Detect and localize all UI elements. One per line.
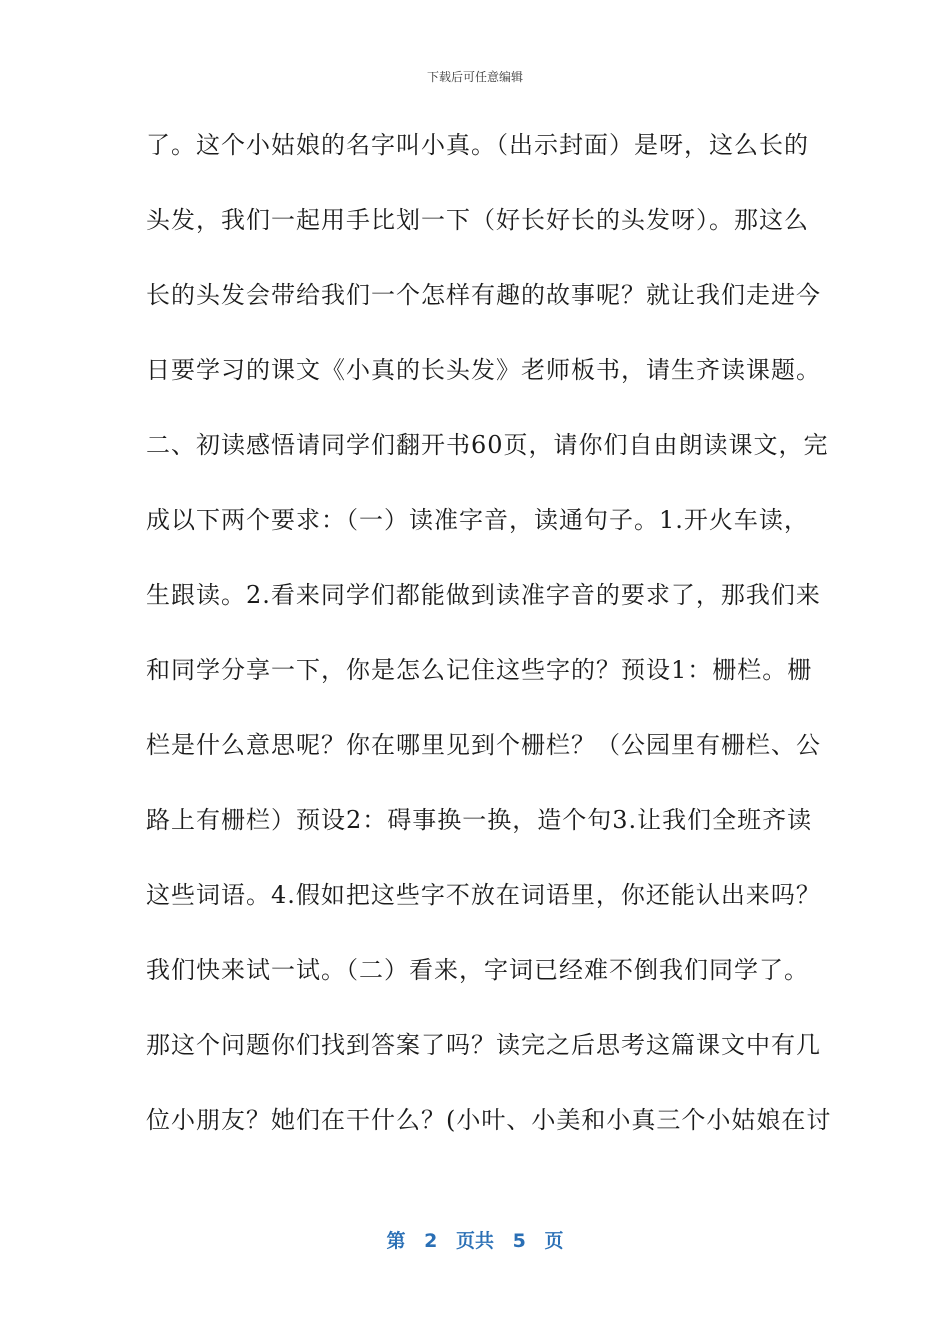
total-page-count: 5 [512, 1230, 526, 1252]
current-page-number: 2 [424, 1230, 438, 1252]
text-line: 成以下两个要求：（一）读准字音，读通句子。1.开火车读， [146, 506, 809, 534]
text-line: 栏是什么意思呢？你在哪里见到个栅栏？（公园里有栅栏、公 [146, 731, 821, 759]
text-line: 生跟读。2.看来同学们都能做到读准字音的要求了，那我们来 [146, 581, 821, 609]
text-line: 了。这个小姑娘的名字叫小真。（出示封面）是呀，这么长的 [146, 131, 809, 159]
page-header: 下载后可任意编辑 [426, 70, 523, 84]
page-footer [0, 1226, 950, 1253]
text-line: 日要学习的课文《小真的长头发》老师板书，请生齐读课题。 [146, 356, 821, 384]
text-line: 那这个问题你们找到答案了吗？读完之后思考这篇课文中有几 [146, 1031, 821, 1059]
text-line: 路上有栅栏）预设2：碍事换一换，造个句3.让我们全班齐读 [146, 806, 813, 834]
text-line: 二、初读感悟请同学们翻开书60页，请你们自由朗读课文，完 [146, 431, 829, 459]
text-line: 位小朋友？她们在干什么？(小叶、小美和小真三个小姑娘在讨 [146, 1106, 832, 1134]
body-text [146, 118, 832, 1168]
footer-suffix: 页 [544, 1230, 564, 1252]
text-line: 和同学分享一下，你是怎么记住这些字的？预设1：栅栏。栅 [146, 656, 813, 684]
footer-middle: 页共 [455, 1230, 494, 1252]
text-line: 长的头发会带给我们一个怎样有趣的故事呢？就让我们走进今 [146, 281, 821, 309]
text-line: 我们快来试一试。（二）看来，字词已经难不倒我们同学了。 [146, 956, 809, 984]
text-line: 这些词语。4.假如把这些字不放在词语里，你还能认出来吗？ [146, 881, 821, 909]
footer-prefix: 第 [386, 1230, 406, 1252]
text-line: 头发，我们一起用手比划一下（好长好长的头发呀）。那这么 [146, 206, 809, 234]
